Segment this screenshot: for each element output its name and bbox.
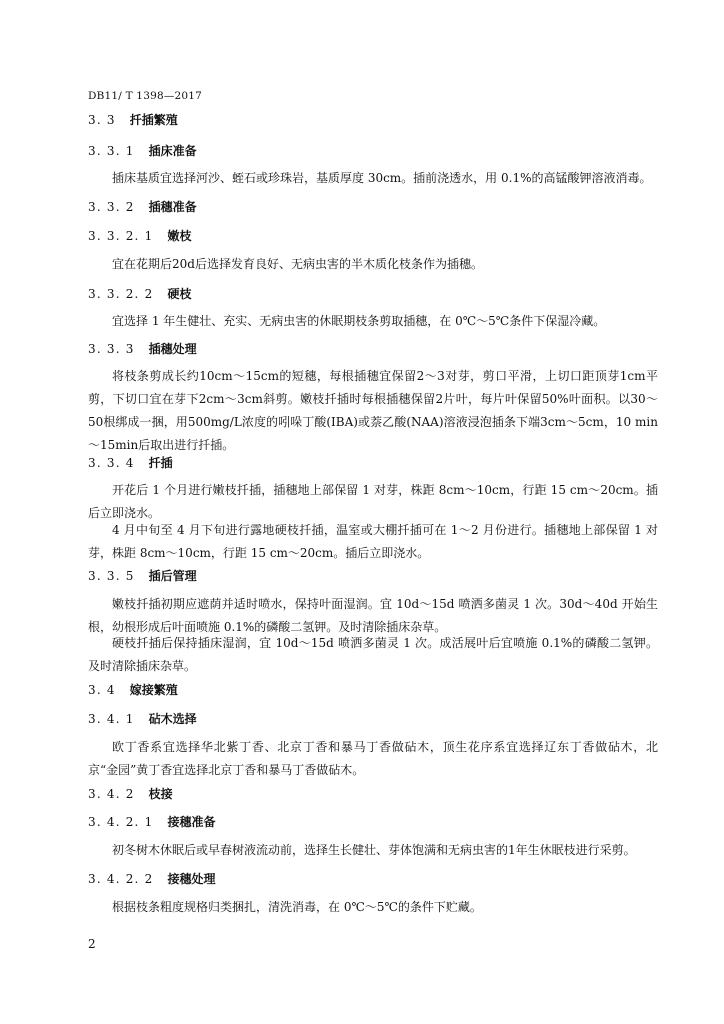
paragraph: 开花后 1 个月进行嫩枝扦插，插穗地上部保留 1 对芽，株距 8cm～10cm，行距 15 cm～20cm。插后立即浇水。 [88,483,658,520]
section-heading [88,568,197,584]
section-heading [88,871,215,887]
section-title: 接穗处理 [167,872,216,886]
section-number: 3. 3. 5 [88,569,135,583]
section-number: 3. 4. 2 [88,787,135,801]
section-title: 接穗准备 [167,815,216,829]
section-number: 3. 3. 3 [88,342,135,356]
page-number: 2 [88,937,96,951]
section-title: 插穗准备 [148,200,197,214]
section-title: 扦插 [148,456,173,470]
section-heading [88,682,178,698]
paragraph: 欧丁香系宜选择华北紫丁香、北京丁香和暴马丁香做砧木，顶生花序系宜选择辽东丁香做砧木，北京“金园”黄丁香宜选择北京丁香和暴马丁香做砧木。 [88,740,658,777]
section-number: 3. 4. 2. 2 [88,872,154,886]
section-number: 3. 3. 2. 1 [88,229,154,243]
section-title: 嫁接繁殖 [129,683,178,697]
paragraph: 初冬树木休眠后或早春树液流动前，选择生长健壮、芽体饱满和无病虫害的1年生休眠枝进行采剪。 [112,843,636,857]
section-heading [88,455,173,471]
section-number: 3. 3. 4 [88,456,135,470]
section-title: 砧木选择 [148,712,197,726]
section-number: 3. 4. 2. 1 [88,815,154,829]
section-heading [88,143,197,159]
section-title: 硬枝 [167,287,192,301]
standard-code: DB11/ T 1398—2017 [88,90,203,102]
paragraph: 嫩枝扦插初期应遮荫并适时喷水，保持叶面湿润。宜 10d～15d 喷洒多菌灵 1 次。30d～40d 开始生根，幼根形成后叶面喷施 0.1%的磷酸二氢钾。及时清除插床杂草。 [88,597,658,634]
section-number: 3. 4. 1 [88,712,135,726]
paragraph: 将枝条剪成长约10cm～15cm的短穗，每根插穗宜保留2～3对芽，剪口平滑，上切口距顶芽1cm平剪，下切口宜在芽下2cm～3cm斜剪。嫩枝扦插时每根插穗保留2片叶，每片叶保留50%叶面积。以30～50根绑成一捆，用500mg/L浓度的吲哚丁酸(IBA)或萘乙酸(NAA)溶液浸泡插条下端3cm～5cm，10 min～15min后取出进行扦插。 [88,369,658,452]
section-title: 扦插繁殖 [129,113,178,127]
paragraph: 宜在花期后20d后选择发育良好、无病虫害的半木质化枝条作为插穗。 [112,257,483,271]
section-number: 3. 4 [88,683,116,697]
section-heading [88,286,191,302]
section-heading [88,814,215,830]
section-title: 枝接 [148,787,173,801]
section-number: 3. 3 [88,113,116,127]
section-heading [88,199,197,215]
paragraph: 硬枝扦插后保持插床湿润，宜 10d～15d 喷洒多菌灵 1 次。成活展叶后宜喷施 0.1%的磷酸二氢钾。及时清除插床杂草。 [88,636,658,673]
section-number: 3. 3. 2. 2 [88,287,154,301]
paragraph: 根据枝条粗度规格归类捆扎，清洗消毒，在 0℃～5℃的条件下贮藏。 [112,900,482,914]
section-heading [88,711,197,727]
section-number: 3. 3. 2 [88,200,135,214]
section-title: 嫩枝 [167,229,192,243]
section-number: 3. 3. 1 [88,144,135,158]
section-heading [88,341,197,357]
paragraph: 4 月中旬至 4 月下旬进行露地硬枝扦插，温室或大棚扦插可在 1～2 月份进行。插穗地上部保留 1 对芽，株距 8cm～10cm，行距 15 cm～20cm。插后立即浇水。 [88,523,658,560]
section-title: 插后管理 [148,569,197,583]
section-title: 插穗处理 [148,342,197,356]
paragraph: 插床基质宜选择河沙、蛭石或珍珠岩，基质厚度 30cm。插前浇透水，用 0.1%的高锰酸钾溶液消毒。 [112,171,652,185]
section-title: 插床准备 [148,144,197,158]
section-heading [88,786,173,802]
section-heading [88,112,178,128]
section-heading [88,228,191,244]
paragraph: 宜选择 1 年生健壮、充实、无病虫害的休眠期枝条剪取插穗，在 0℃～5℃条件下保湿冷藏。 [112,314,606,328]
